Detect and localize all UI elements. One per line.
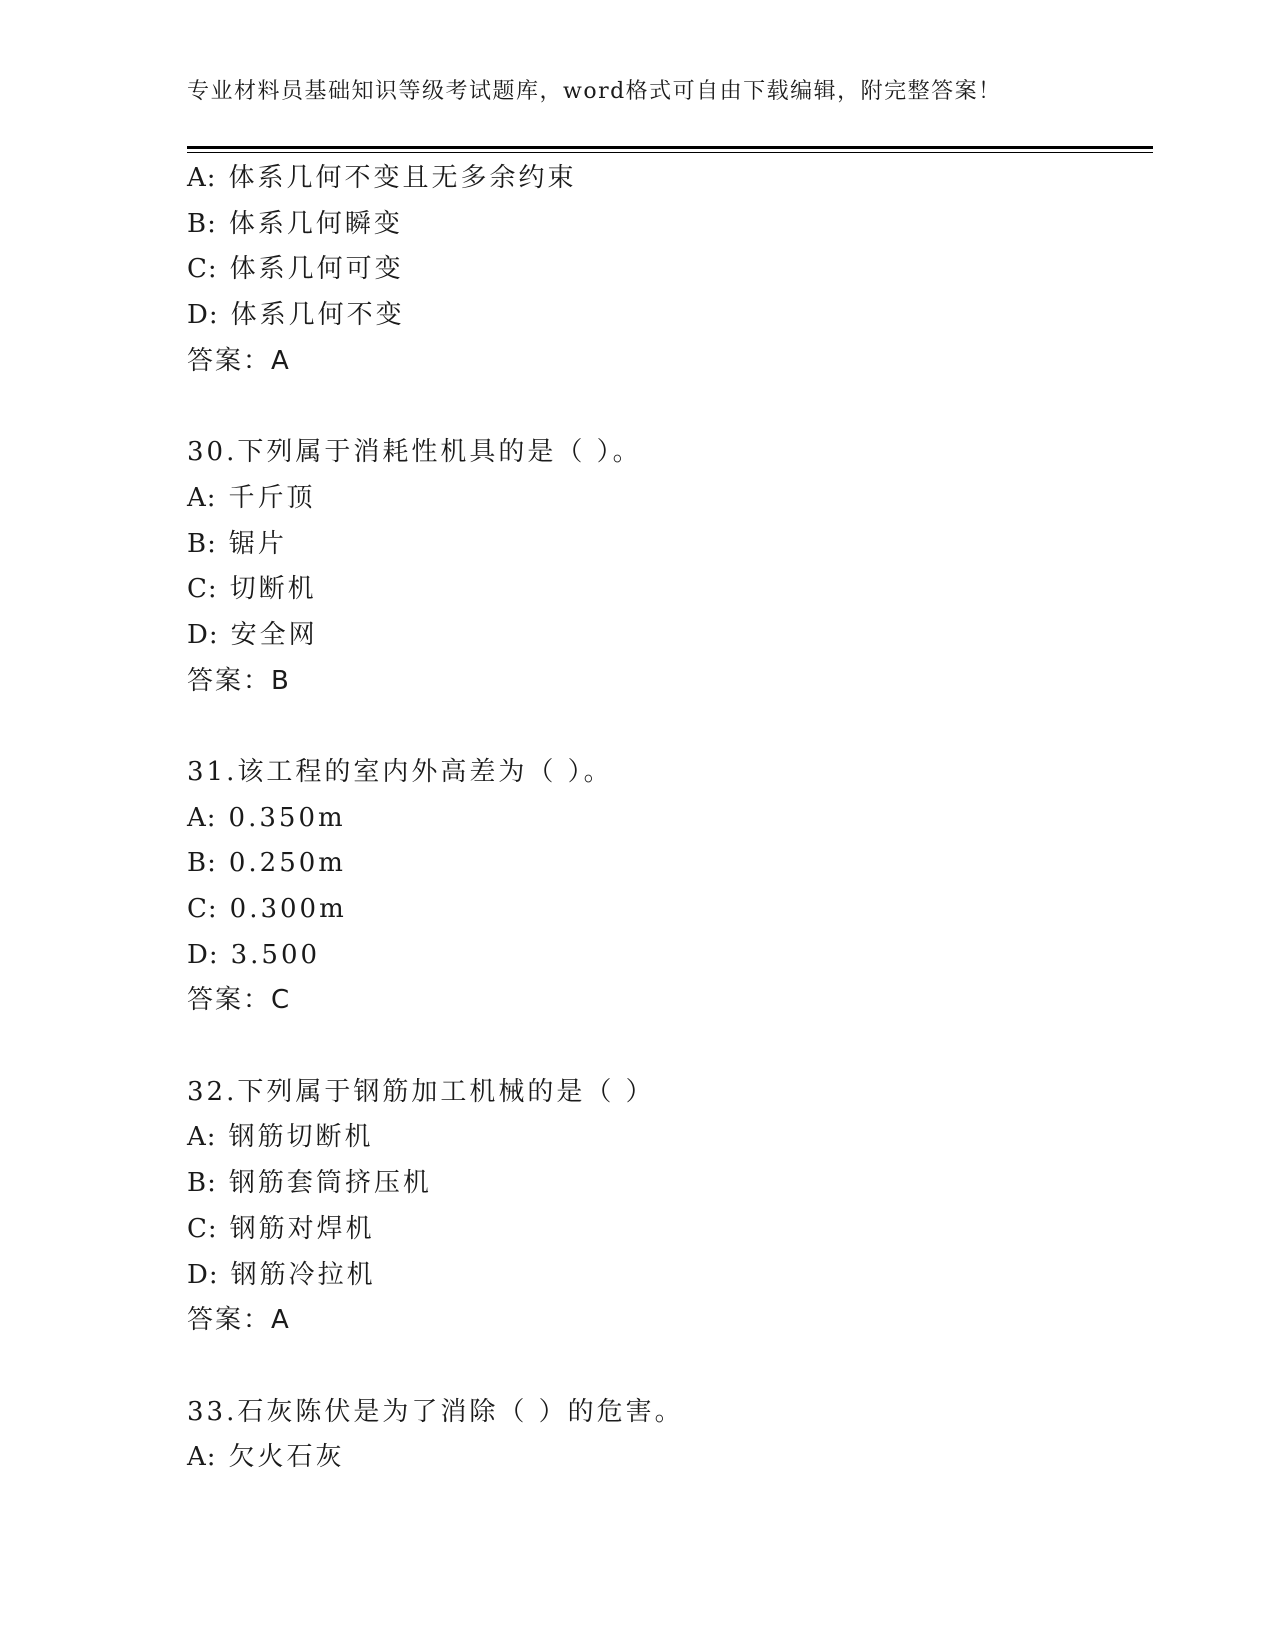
answer-line: 答案：A (187, 1305, 291, 1336)
option-b: B: 锯片 (187, 528, 287, 559)
spacer (187, 704, 1153, 750)
option-b: B: 体系几何瞬变 (187, 208, 403, 239)
page-header: 专业材料员基础知识等级考试题库，word格式可自由下载编辑，附完整答案！ (187, 79, 1002, 104)
option-d: D: 钢筋冷拉机 (187, 1259, 376, 1290)
question-stem: 30.下列属于消耗性机具的是（ ）。 (187, 437, 642, 468)
option-a: A: 体系几何不变且无多余约束 (187, 163, 577, 193)
option-a: A: 千斤顶 (187, 482, 316, 513)
header-rule-thick (187, 146, 1153, 149)
spacer (187, 1344, 1153, 1390)
option-d: D: 体系几何不变 (187, 300, 405, 331)
answer-line: 答案：C (187, 985, 292, 1016)
option-c: C: 切断机 (187, 574, 317, 605)
option-d: D: 安全网 (187, 619, 318, 650)
option-a: A: 欠火石灰 (187, 1442, 345, 1473)
option-c: C: 0.300m (187, 894, 347, 924)
question-content (187, 156, 1153, 1481)
option-c: C: 钢筋对焊机 (187, 1213, 375, 1244)
question-stem: 32.下列属于钢筋加工机械的是（ ） (187, 1076, 655, 1107)
option-b: B: 0.250m (187, 848, 346, 879)
option-d: D: 3.500 (187, 939, 321, 970)
answer-line: 答案：B (187, 665, 291, 696)
question-stem: 33.石灰陈伏是为了消除（ ）的危害。 (187, 1396, 684, 1427)
option-b: B: 钢筋套筒挤压机 (187, 1168, 432, 1199)
header-rule-thin (187, 152, 1153, 153)
spacer (187, 384, 1153, 430)
spacer (187, 1024, 1153, 1070)
option-c: C: 体系几何可变 (187, 254, 404, 285)
option-a: A: 钢筋切断机 (187, 1122, 374, 1153)
question-stem: 31.该工程的室内外高差为（ ）。 (187, 756, 613, 787)
answer-line: 答案：A (187, 345, 291, 376)
option-a: A: 0.350m (187, 802, 346, 833)
